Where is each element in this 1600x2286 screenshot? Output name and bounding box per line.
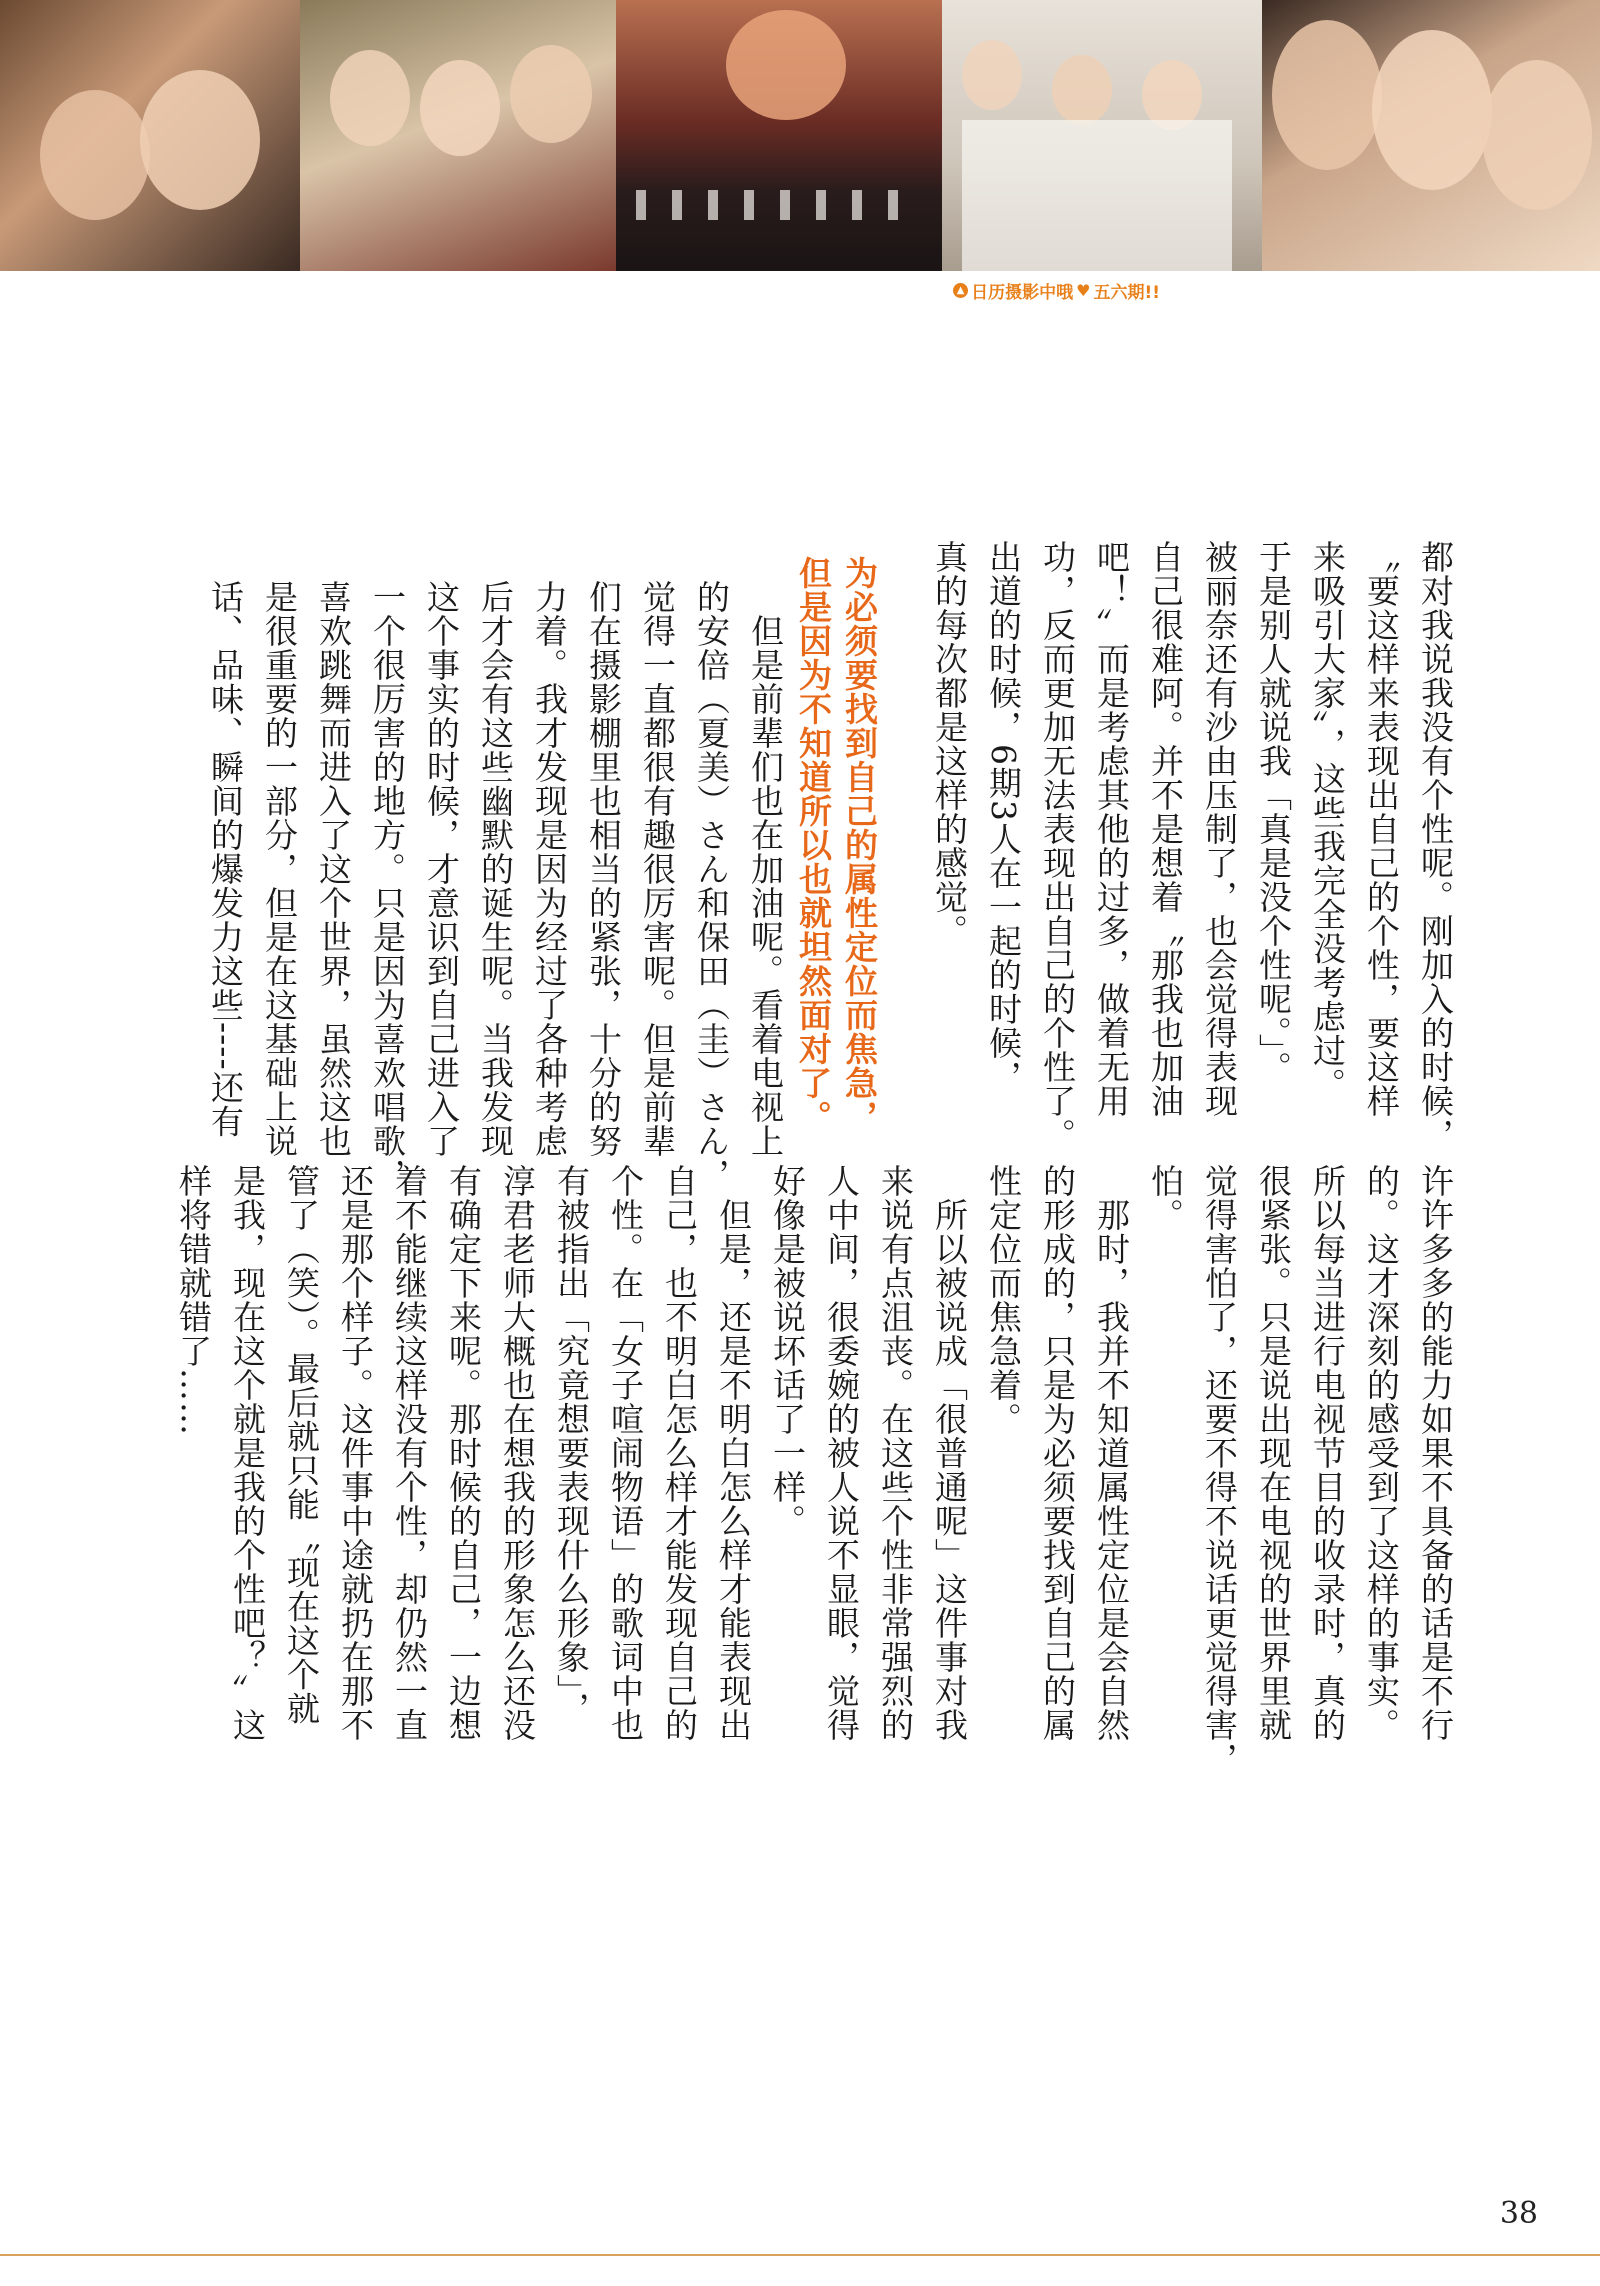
article-left-column: 这个事实的时候，才意识到自己进入了 (422, 580, 461, 1158)
article-block-top (922, 540, 1462, 1152)
photo-concert-stage (616, 0, 942, 271)
article-top-column: 功，反而更加无法表现出自己的个性了。 (1038, 540, 1077, 1152)
article-bottom-column: 管了（笑）。最后就只能〝现在这个就 (282, 1164, 321, 1726)
article-top-column: 于是别人就说我「真是没个性呢。」。 (1254, 540, 1293, 1085)
article-block-left (198, 580, 792, 1192)
article-bottom-column: 的形成的，只是为必须要找到自己的属 (1038, 1164, 1077, 1742)
pull-quote (790, 556, 882, 1134)
article-bottom-column: 所以每当进行电视节目的收录时，真的 (1308, 1164, 1347, 1742)
article-bottom-column: 但是，还是不明白怎么样才能表现出 (714, 1164, 753, 1742)
heart-icon: ♥ (1076, 281, 1091, 300)
article-bottom-column: 性定位而焦急着。 (984, 1164, 1023, 1436)
article-bottom-column: 还是那个样子。这件事中途就扔在那不 (336, 1164, 375, 1742)
article-bottom-column: 那时，我并不知道属性定位是会自然 (1092, 1164, 1131, 1742)
article-top-column: 都对我说我没有个性呢。刚加入的时候， (1416, 540, 1455, 1152)
article-top-column: 吧！〞而是考虑其他的过多，做着无用 (1092, 540, 1131, 1118)
article-top-column: 来吸引大家〞，这些我完全没考虑过。 (1308, 540, 1347, 1102)
article-block-bottom (166, 1164, 1462, 1776)
article-left-column: 们在摄影棚里也相当的紧张，十分的努 (584, 580, 623, 1158)
footer-rule (0, 2254, 1600, 2256)
article-bottom-column: 是我，现在这个就是我的个性吧？〞这 (228, 1164, 267, 1742)
article-bottom-column: 人中间，很委婉的被人说不显眼，觉得 (822, 1164, 861, 1742)
article-left-column: 觉得一直都很有趣很厉害呢。但是前辈 (638, 580, 677, 1158)
article-bottom-column: 的。这才深刻的感受到了这样的事实。 (1362, 1164, 1401, 1742)
article-top-column: 自己很难阿。并不是想着〝那我也加油 (1146, 540, 1185, 1118)
article-bottom-column: 样将错就错了…… (174, 1164, 213, 1436)
article-top-column: 〝要这样来表现出自己的个性，要这样 (1362, 540, 1401, 1118)
article-left-column: 话、品味、瞬间的爆发力这些----还有 (206, 580, 245, 1139)
photo-strip (0, 0, 1600, 271)
article-bottom-column: 个性。在「女子喧闹物语」的歌词中也 (606, 1164, 645, 1742)
article-top-column: 出道的时候，6期3人在一起的时候， (984, 540, 1023, 1094)
caption-tail: 五六期!! (1093, 283, 1160, 303)
article-left-column: 是很重要的一部分，但是在这基础上说 (260, 580, 299, 1158)
article-bottom-column: 怕。 (1146, 1164, 1185, 1232)
pull-quote-column: 但是因为不知道所以也就坦然面对了。 (794, 556, 833, 1134)
article-bottom-column: 有确定下来呢。那时候的自己，一边想 (444, 1164, 483, 1742)
pull-quote-column: 为必须要找到自己的属性定位而焦急， (840, 556, 879, 1134)
article-top-column: 真的每次都是这样的感觉。 (930, 540, 969, 948)
article-bottom-column: 许许多多的能力如果不具备的话是不行 (1416, 1164, 1455, 1742)
article-bottom-column: 有被指出「究竟想要表现什么形象」， (552, 1164, 591, 1726)
article-bottom-column: 着不能继续这样没有个性，却仍然一直 (390, 1164, 429, 1742)
article-bottom-column: 来说有点沮丧。在这些个性非常强烈的 (876, 1164, 915, 1742)
article-left-column: 喜欢跳舞而进入了这个世界，虽然这也 (314, 580, 353, 1158)
article-left-column: 但是前辈们也在加油呢。看着电视上 (746, 580, 785, 1158)
photo-group-white-outfits (942, 0, 1262, 271)
caption-text: 日历摄影中哦 (971, 283, 1074, 303)
photo-caption (953, 278, 1160, 303)
photo-two-girls-peace-sign (0, 0, 300, 271)
article-bottom-column: 淳君老师大概也在想我的形象怎么还没 (498, 1164, 537, 1742)
article-bottom-column: 所以被说成「很普通呢」这件事对我 (930, 1164, 969, 1742)
photo-three-girls-posing (300, 0, 616, 271)
article-left-column: 力着。我才发现是因为经过了各种考虑 (530, 580, 569, 1158)
camera-dot-icon: ▲ (953, 283, 968, 298)
article-bottom-column: 好像是被说坏话了一样。 (768, 1164, 807, 1538)
article-bottom-column: 很紧张。只是说出现在电视的世界里就 (1254, 1164, 1293, 1742)
article-left-column: 一个很厉害的地方。只是因为喜欢唱歌， (368, 580, 407, 1192)
article-left-column: 后才会有这些幽默的诞生呢。当我发现 (476, 580, 515, 1158)
article-bottom-column: 觉得害怕了，还要不得不说话更觉得害， (1200, 1164, 1239, 1776)
photo-three-girls-closeup (1262, 0, 1600, 271)
article-bottom-column: 自己，也不明白怎么样才能发现自己的 (660, 1164, 699, 1742)
article-left-column: 的安倍（夏美）さん和保田（圭）さん， (692, 580, 731, 1192)
page-number: 38 (1499, 2196, 1538, 2231)
article-top-column: 被丽奈还有沙由压制了，也会觉得表现 (1200, 540, 1239, 1118)
